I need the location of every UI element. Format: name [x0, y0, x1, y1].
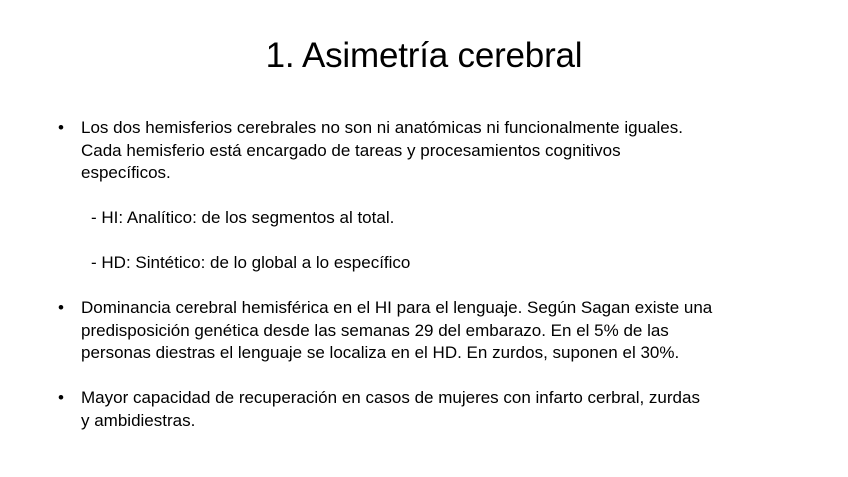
bullet-item-dominance — [58, 297, 818, 365]
spacer — [58, 185, 818, 208]
bullet-text: Mayor capacidad de recuperación en casos de mujeres con infarto cerbral, zurdas y ambidiestras. — [81, 388, 700, 430]
spacer — [58, 275, 818, 298]
bullet-icon: • — [58, 388, 64, 407]
sub-item-hi: - HI: Analítico: de los segmentos al total. — [91, 208, 395, 227]
bullet-item-recovery — [58, 387, 818, 432]
sub-item-hd: - HD: Sintético: de lo global a lo específico — [91, 253, 411, 272]
spacer — [58, 230, 818, 253]
bullet-icon: • — [58, 298, 64, 317]
spacer — [58, 365, 818, 388]
bullet-item-hemispheres — [58, 117, 818, 185]
slide-title: 1. Asimetría cerebral — [265, 36, 583, 75]
bullet-text: Dominancia cerebral hemisférica en el HI para el lenguaje. Según Sagan existe una predisposición genética desde las semanas 29 del embarazo. En el 5% de las personas diestras el lenguaje se localiza en el HD. En zurdos, suponen el 30%. — [81, 298, 713, 362]
bullet-text: Los dos hemisferios cerebrales no son ni anatómicas ni funcionalmente iguales. Cada hemisferio está encargado de tareas y procesamientos cognitivos específicos. — [81, 118, 683, 182]
slide-content — [58, 117, 818, 432]
bullet-icon: • — [58, 118, 64, 137]
